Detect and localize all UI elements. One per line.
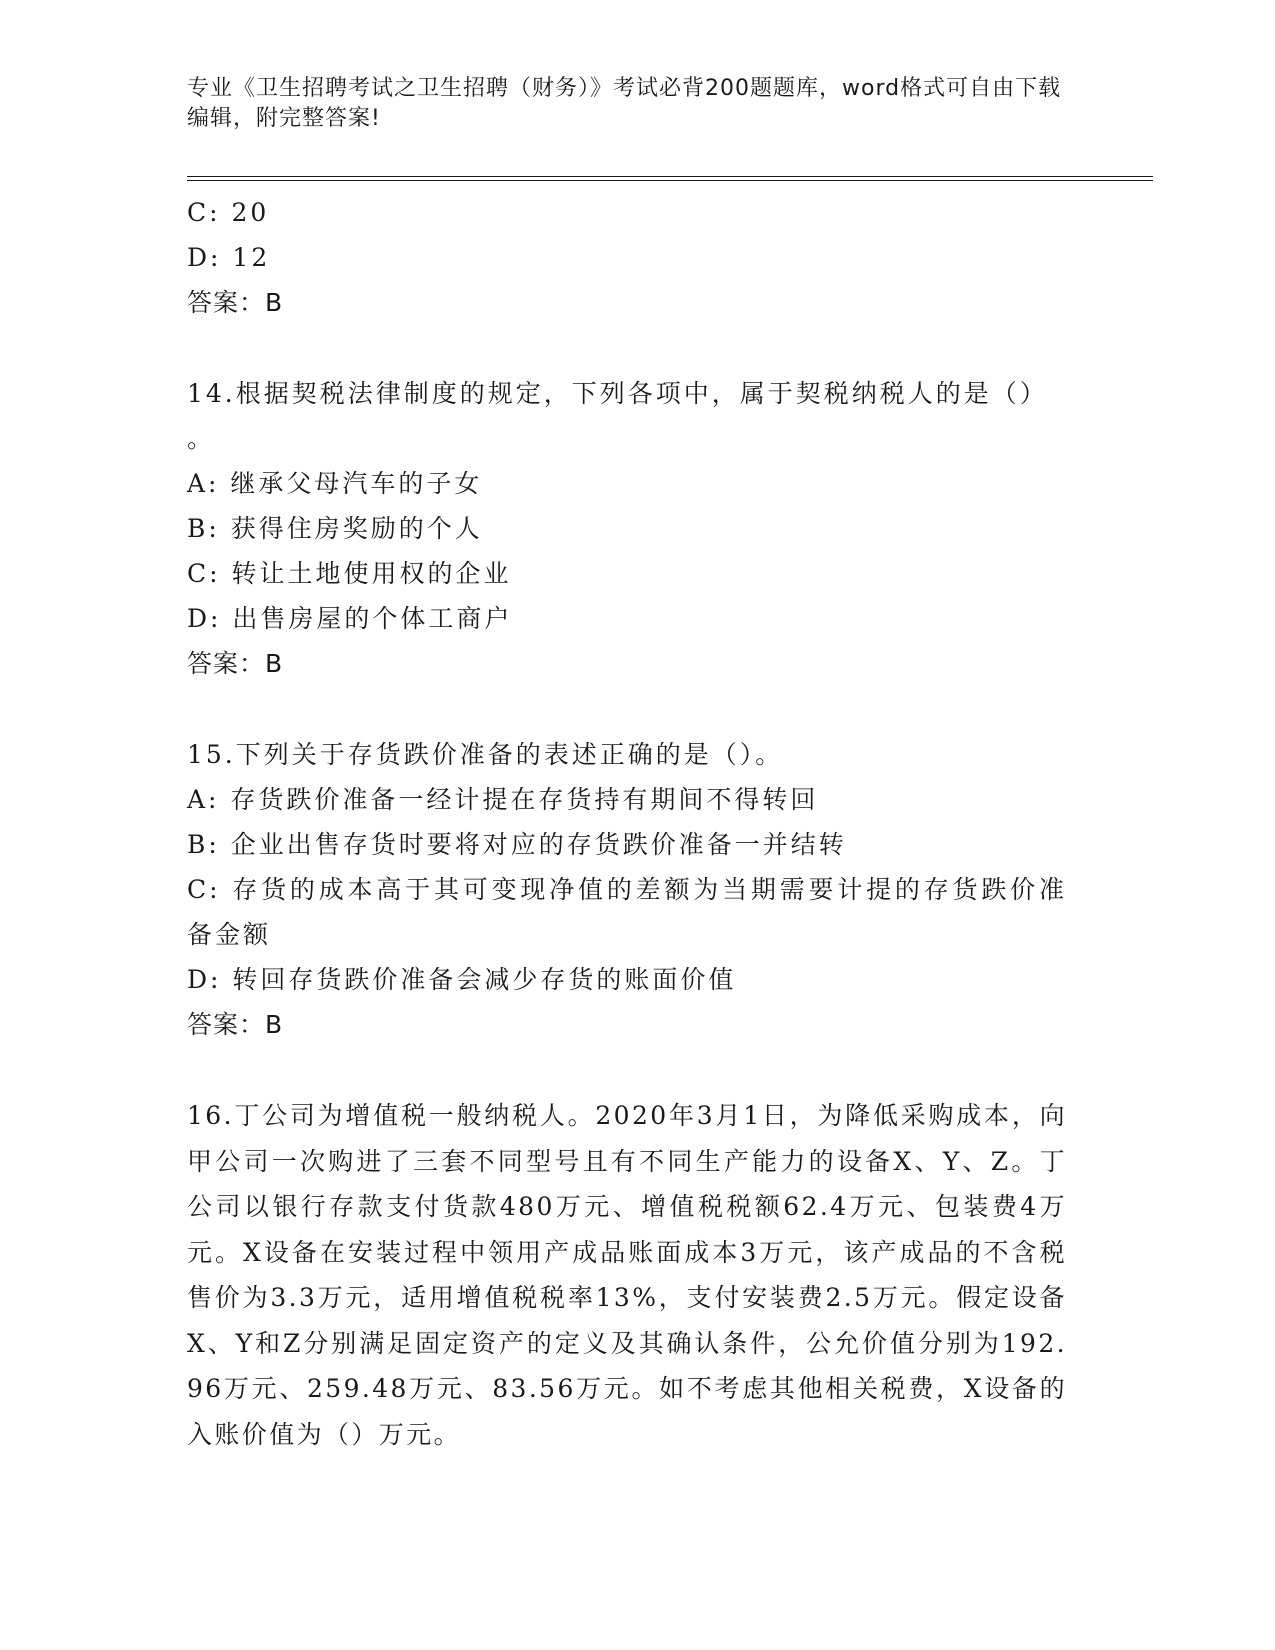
document-header: 专业《卫生招聘考试之卫生招聘（财务）》考试必背200题题库，word格式可自由下载编辑，附完整答案! [187, 76, 1062, 131]
q14-option-a: A: 继承父母汽车的子女 [187, 469, 483, 498]
spacer [187, 325, 1067, 371]
q16-question: 16.丁公司为增值税一般纳税人。2020年3月1日，为降低采购成本，向甲公司一次购进了三套不同型号且有不同生产能力的设备X、Y、Z。丁公司以银行存款支付货款480万元、增值税税额62.4万元、包装费4万元。X设备在安装过程中领用产成品账面成本3万元，该产成品的不含税售价为3.3万元，适用增值税税率13%，支付安装费2.5万元。假定设备X、Y和Z分别满足固定资产的定义及其确认条件，公允价值分别为192.96万元、259.48万元、83.56万元。如不考虑其他相关税费，X设备的入账价值为（）万元。 [187, 1101, 1067, 1449]
q14-option-d: D: 出售房屋的个体工商户 [187, 604, 513, 633]
header-divider-top [187, 176, 1153, 177]
spacer [187, 1047, 1067, 1093]
q14-question: 14.根据契税法律制度的规定，下列各项中，属于契税纳税人的是（） [187, 379, 1048, 408]
q15-answer: 答案：B [187, 1010, 284, 1039]
q14-answer: 答案：B [187, 649, 284, 678]
q13-answer: 答案：B [187, 288, 284, 317]
document-body [187, 190, 1067, 1457]
q15-question: 15.下列关于存货跌价准备的表述正确的是（）。 [187, 740, 784, 769]
header-divider-bottom [187, 180, 1153, 181]
spacer [187, 686, 1067, 732]
q13-option-d: D: 12 [187, 243, 271, 272]
q13-option-c: C: 20 [187, 198, 270, 227]
q14-question-tail: 。 [187, 424, 216, 453]
q15-option-d: D: 转回存货跌价准备会减少存货的账面价值 [187, 965, 737, 994]
q15-option-b: B: 企业出售存货时要将对应的存货跌价准备一并结转 [187, 830, 847, 859]
q15-option-c: C: 存货的成本高于其可变现净值的差额为当期需要计提的存货跌价准备金额 [187, 875, 1067, 949]
q15-option-a: A: 存货跌价准备一经计提在存货持有期间不得转回 [187, 785, 819, 814]
q14-option-c: C: 转让土地使用权的企业 [187, 559, 512, 588]
q14-option-b: B: 获得住房奖励的个人 [187, 514, 483, 543]
